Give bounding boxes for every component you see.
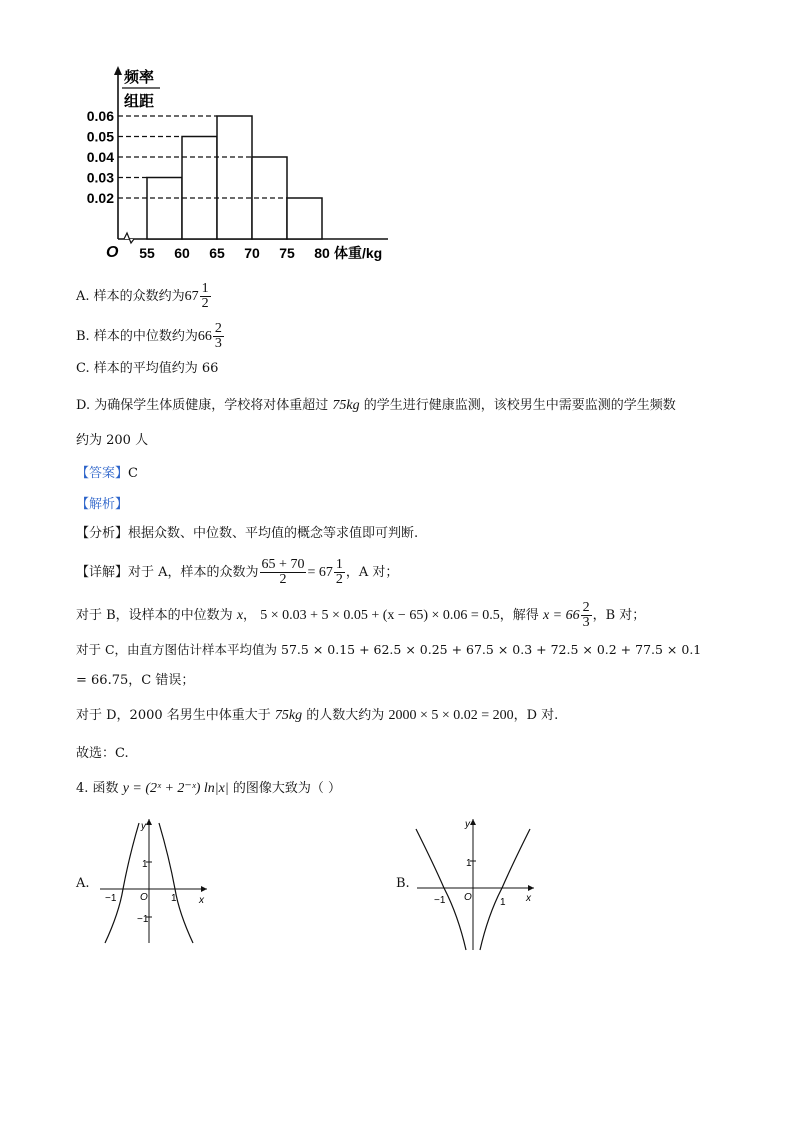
answer-value: C — [128, 466, 138, 481]
graph-a-x-arrow-icon — [201, 886, 207, 892]
x-axis-label: 体重/kg — [334, 245, 383, 261]
graph-b — [414, 815, 539, 953]
graph-a-y-label: y — [141, 821, 146, 832]
answer-tag: 【答案】 — [76, 466, 129, 481]
graph-b-x-label: x — [526, 893, 531, 904]
detail-a-result-fraction: $\frac{1}{2}$ — [335, 557, 343, 587]
detail-line-c: 对于 C，由直方图估计样本平均值为 57.5 × 0.15 + 62.5 × 0.25 + 67.5 × 0.3 + 72.5 × 0.2 + 77.5 × 0.1 — [76, 642, 702, 657]
y-tick-label: 0.02 — [86, 190, 114, 206]
graph-a-tick-yneg1: −1 — [137, 914, 149, 925]
detail-line-a: 【详解】对于 A，样本的众数为 $\frac{65 + 70}{2}$ = 67 $\frac{1}{2}$ ，A 对； — [76, 557, 399, 587]
y-axis-label-top: 频率 — [124, 69, 155, 86]
graph-a-x-label: x — [199, 895, 204, 906]
x-tick-label: 65 — [209, 245, 225, 261]
y-tick-label: 0.04 — [86, 149, 114, 165]
graph-a-left-curve — [105, 823, 139, 943]
y-tick-label: 0.05 — [86, 128, 114, 145]
option-a — [76, 282, 212, 311]
graph-b-label: B. — [396, 876, 410, 891]
axis-break-icon — [124, 233, 134, 243]
graph-b-origin: O — [464, 892, 472, 903]
x-tick-label: 80 — [314, 245, 330, 261]
graph-b-left-curve — [416, 829, 466, 950]
graph-b-x-arrow-icon — [528, 885, 534, 891]
x-tick-label: 60 — [174, 245, 190, 261]
x-tick-label: 75 — [279, 245, 295, 261]
detail-line-c2: = 66.75，C 错误； — [76, 673, 195, 688]
y-tick-label: 0.03 — [86, 169, 114, 186]
graph-a — [95, 815, 215, 950]
option-b-text: B. 样本的中位数约为 — [76, 329, 198, 344]
graph-b-tick-x1: 1 — [500, 897, 506, 908]
origin-label: O — [106, 244, 119, 261]
histogram-chart — [70, 62, 400, 267]
detail-line-d: 对于 D，2000 名男生中体重大于 75kg 的人数大约为 2000 × 5 × 0.02 = 200，D 对. — [76, 708, 559, 723]
option-d-math: 75kg — [332, 398, 360, 413]
question-4: 4. 函数 y = (2ˣ + 2⁻ˣ) ln|x| 的图像大致为（ ） — [76, 781, 341, 796]
answer-line — [76, 466, 138, 482]
option-b-fraction: $\frac{2}{3}$ — [214, 321, 222, 351]
graph-a-right-curve — [159, 823, 193, 943]
graph-a-label: A. — [76, 876, 90, 891]
y-axis-label-bottom: 组距 — [124, 93, 155, 110]
y-tick-label: 0.06 — [86, 108, 114, 124]
graph-a-origin: O — [140, 892, 148, 903]
detail-a-fraction: $\frac{65 + 70}{2}$ — [261, 557, 305, 587]
x-tick-label: 70 — [244, 245, 260, 261]
option-a-fraction: $\frac{1}{2}$ — [201, 281, 209, 311]
graph-b-y-label: y — [465, 819, 470, 830]
graph-b-right-curve — [480, 829, 530, 950]
histogram-bar — [147, 178, 182, 240]
detail-b-equation: 5 × 0.03 + 5 × 0.05 + (x − 65) × 0.06 = 0.5 — [260, 608, 500, 623]
graph-a-tick-x1: 1 — [171, 893, 177, 904]
option-a-whole: 67 — [184, 289, 199, 304]
option-d-line2: 约为 200 人 — [76, 433, 149, 448]
detail-b-fraction: $\frac{2}{3}$ — [582, 600, 590, 630]
graph-a-tick-xneg1: −1 — [105, 893, 117, 904]
option-d-line1: D. 为确保学生体质健康，学校将对体重超过 75kg 的学生进行健康监测，该校男生中需要监测的学生频数 — [76, 398, 676, 413]
fenxi-text: 根据众数、中位数、平均值的概念等求值即可判断. — [128, 526, 419, 541]
detail-line-b: 对于 B，设样本的中位数为 x， 5 × 0.03 + 5 × 0.05 + (x − 65) × 0.06 = 0.5，解得 x = 66 $\frac{2}{3}$ ，B 对； — [76, 600, 646, 630]
histogram-bar — [287, 198, 322, 239]
option-c: C. 样本的平均值约为 66 — [76, 361, 219, 376]
graph-b-tick-y1: 1 — [466, 858, 472, 869]
fenxi-line — [76, 526, 418, 542]
fenxi-tag: 【分析】 — [76, 526, 129, 541]
y-axis-arrow-icon — [114, 66, 122, 75]
xiangjie-tag: 【详解】 — [76, 565, 129, 580]
graph-b-y-arrow-icon — [470, 819, 476, 825]
option-b-whole: 66 — [197, 329, 212, 344]
graph-a-y-arrow-icon — [146, 819, 152, 825]
conclusion: 故选：C. — [76, 746, 129, 761]
option-a-text: A. 样本的众数约为 — [76, 289, 185, 304]
graph-b-tick-xneg1: −1 — [434, 895, 446, 906]
analysis-tag: 【解析】 — [76, 497, 129, 512]
x-tick-label: 55 — [139, 245, 155, 261]
option-b — [76, 322, 225, 351]
graph-a-tick-y1: 1 — [142, 859, 148, 870]
histogram-bar — [182, 137, 217, 240]
question-4-formula: y = (2ˣ + 2⁻ˣ) ln|x| — [122, 781, 229, 796]
histogram-bar — [217, 116, 252, 239]
